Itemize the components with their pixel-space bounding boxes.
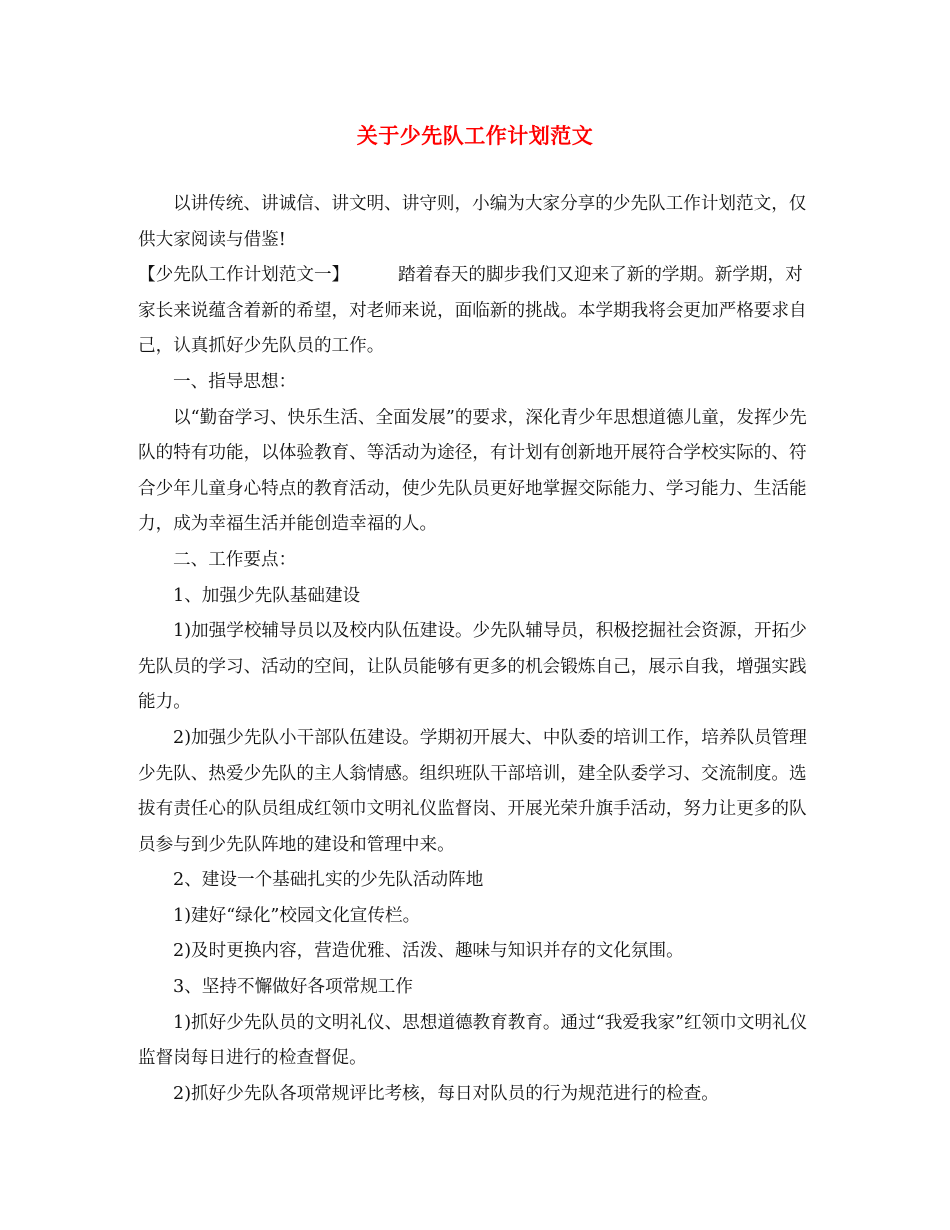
section-paragraph: [138, 258, 818, 365]
section-text: 踏着春天的脚步我们又迎来了新的学期。新学期，对家长来说蕴含着新的希望，对老师来说，面临新的挑战。本学期我将会更加严格要求自己，认真抓好少先队员的工作。: [138, 265, 807, 357]
paragraph-point-2-2: 2)及时更换内容，营造优雅、活泼、趣味与知识并存的文化氛围。: [173, 941, 684, 962]
paragraph-point-3-1: 1)抓好少先队员的文明礼仪、思想道德教育教育。通过“我爱我家”红领巾文明礼仪监督岗每日进行的检查督促。: [138, 1012, 808, 1069]
section-label: 【少先队工作计划范文一】: [138, 265, 350, 286]
heading-point-2: 2、建设一个基础扎实的少先队活动阵地: [173, 870, 484, 891]
paragraph-point-2-1: 1)建好“绿化”校园文化宣传栏。: [173, 905, 421, 926]
document-body: [138, 187, 818, 1112]
paragraph-point-1-1: 1)加强学校辅导员以及校内队伍建设。少先队辅导员，积极挖掘社会资源，开拓少先队员的学习、活动的空间，让队员能够有更多的机会锻炼自己，展示自我，增强实践能力。: [138, 621, 807, 713]
heading-point-3: 3、坚持不懈做好各项常规工作: [173, 977, 413, 998]
paragraph-point-1-2: 2)加强少先队小干部队伍建设。学期初开展大、中队委的培训工作，培养队员管理少先队、热爱少先队的主人翁情感。组织班队干部培训，建全队委学习、交流制度。选拔有责任心的队员组成红领巾文明礼仪监督岗、开展光荣升旗手活动，努力让更多的队员参与到少先队阵地的建设和管理中来。: [138, 727, 807, 855]
heading-point-1: 1、加强少先队基础建设: [173, 585, 361, 606]
heading-guiding-thought: 一、指导思想：: [173, 371, 297, 392]
heading-work-points: 二、工作要点：: [173, 549, 297, 570]
intro-paragraph: 以讲传统、讲诚信、讲文明、讲守则，小编为大家分享的少先队工作计划范文，仅供大家阅读与借鉴!: [138, 194, 807, 250]
document-title: 关于少先队工作计划范文: [356, 123, 594, 148]
paragraph-guiding-thought: 以“勤奋学习、快乐生活、全面发展”的要求，深化青少年思想道德儿童，发挥少先队的特有功能，以体验教育、等活动为途径，有计划有创新地开展符合学校实际的、符合少年儿童身心特点的教育活动，使少先队员更好地掌握交际能力、学习能力、生活能力，成为幸福生活并能创造幸福的人。: [138, 407, 807, 535]
paragraph-point-3-2: 2)抓好少先队各项常规评比考核，每日对队员的行为规范进行的检查。: [173, 1083, 719, 1104]
